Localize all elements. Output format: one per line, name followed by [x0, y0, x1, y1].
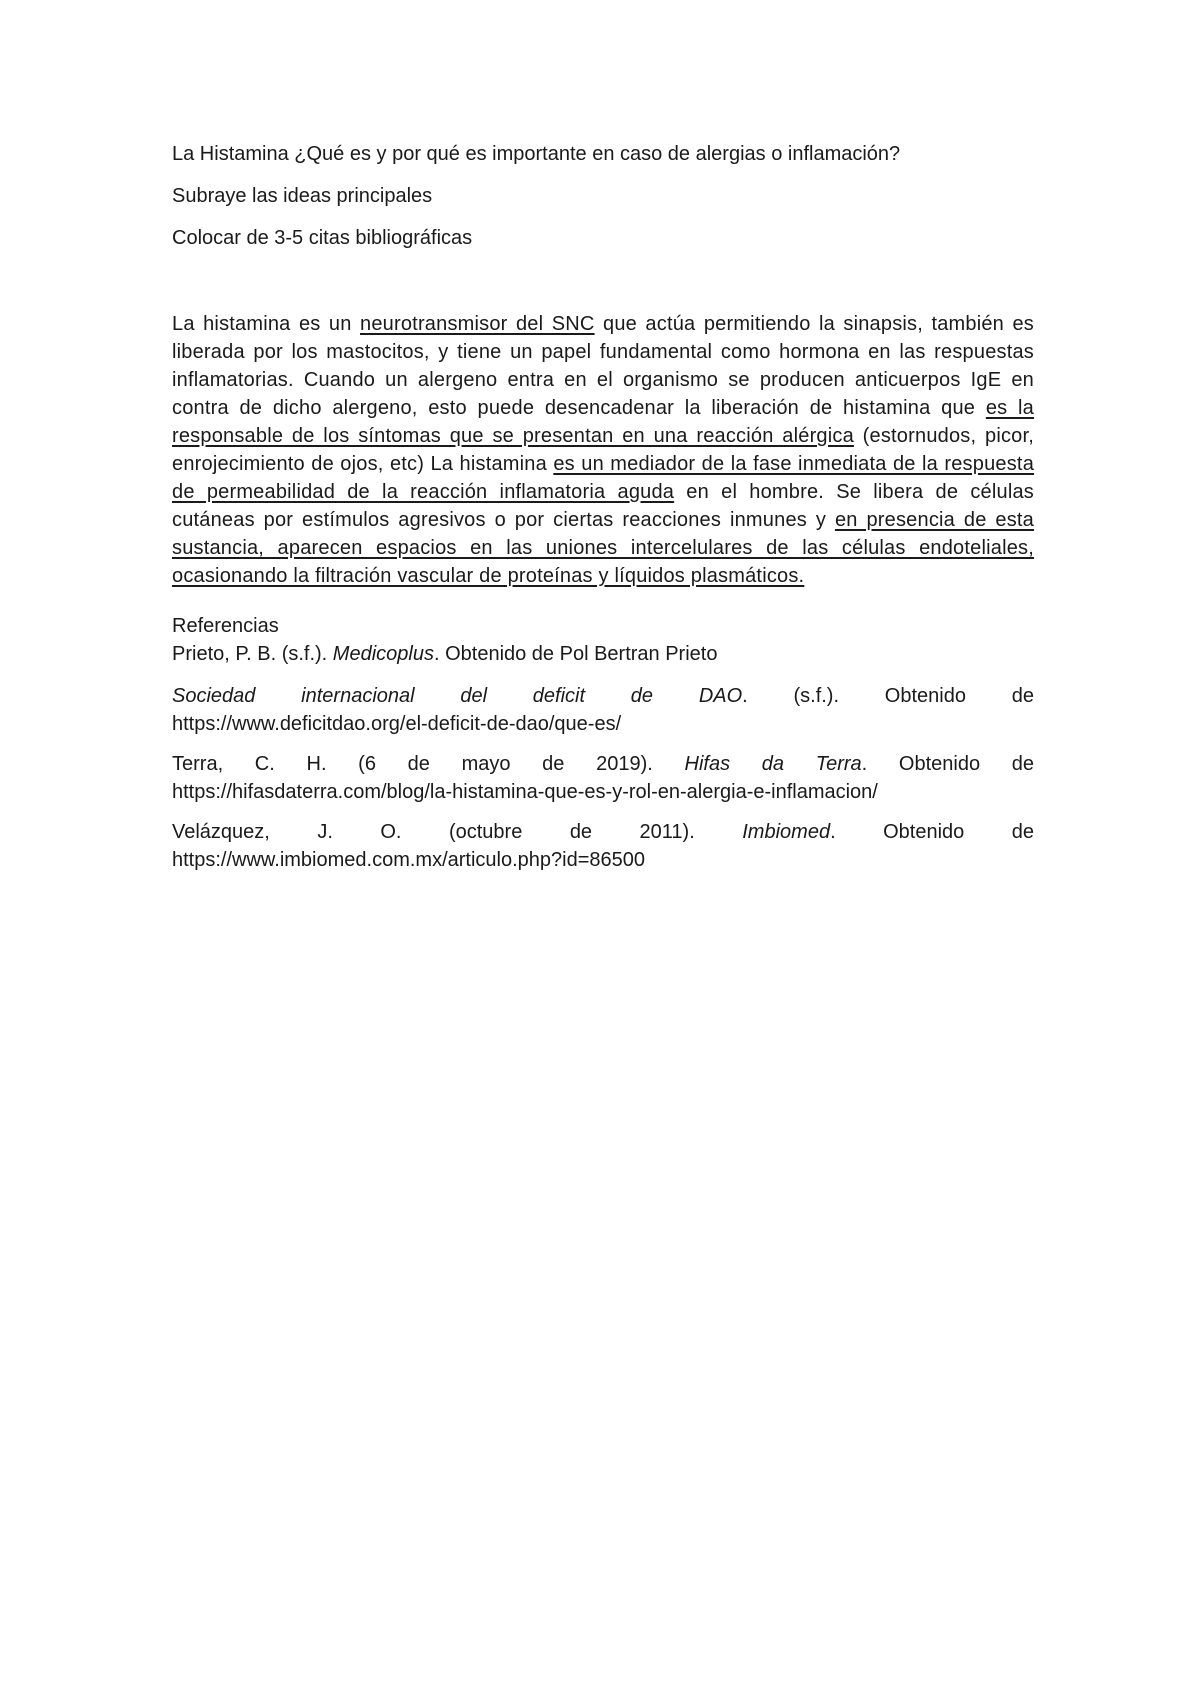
- reference-text: Velázquez, J. O. (octubre de 2011).: [172, 821, 743, 843]
- reference-line: [172, 818, 1034, 846]
- reference-text: . Obtenido de: [861, 753, 1035, 775]
- paragraph-text: en el hombre. Se libera de células cutáneas por estímulos agresivos o por ciertas reacciones inmunes y: [172, 481, 1034, 531]
- reference-source: Medicoplus: [332, 643, 434, 665]
- reference-text: . (s.f.). Obtenido de: [742, 685, 1034, 707]
- reference-item: [172, 818, 1034, 874]
- paragraph-text: (estornudos, picor, enrojecimiento de ojos, etc) La histamina: [172, 425, 1034, 475]
- references-heading: Referencias: [172, 615, 279, 637]
- underlined-idea: es la responsable de los síntomas que se presentan en una reacción alérgica: [172, 397, 1035, 447]
- reference-text: Prieto, P. B. (s.f.).: [172, 643, 333, 665]
- reference-text: . Obtenido de Pol Bertran Prieto: [433, 643, 718, 665]
- reference-line: [172, 682, 1034, 710]
- reference-line: [172, 750, 1035, 778]
- reference-url: https://www.imbiomed.com.mx/articulo.php?id=86500: [172, 849, 646, 871]
- instruction-underline: Subraye las ideas principales: [172, 185, 433, 207]
- reference-text: . Obtenido de: [830, 821, 1034, 843]
- reference-url: https://hifasdaterra.com/blog/la-histamina-que-es-y-rol-en-alergia-e-inflamacion/: [172, 781, 878, 803]
- document-content: [172, 140, 1034, 886]
- reference-source: Imbiomed: [742, 821, 831, 843]
- underlined-idea: neurotransmisor del SNC: [360, 313, 595, 335]
- reference-item: [172, 682, 1034, 738]
- paragraph-text: que actúa permitiendo la sinapsis, también es liberada por los mastocitos, y tiene un papel fundamental como hormona en las respuestas inflamatorias. Cuando un alergeno entra en el organismo se producen anticuerpos IgE en contra de dicho alergeno, esto puede desencadenar la liberación de histamina que: [172, 313, 1034, 419]
- reference-text: Terra, C. H. (6 de mayo de 2019).: [172, 753, 685, 775]
- document-title: La Histamina ¿Qué es y por qué es importante en caso de alergias o inflamación?: [172, 143, 901, 165]
- underlined-idea: es un mediador de la fase inmediata de la respuesta de permeabilidad de la reacción inflamatoria aguda: [172, 453, 1035, 503]
- reference-item: [172, 640, 1034, 668]
- reference-item: [172, 750, 1034, 806]
- reference-source: Hifas da Terra: [684, 753, 862, 775]
- instruction-citations: Colocar de 3-5 citas bibliográficas: [172, 227, 473, 249]
- main-paragraph: [172, 310, 1034, 590]
- underlined-idea: en presencia de esta sustancia, aparecen espacios en las uniones intercelulares de las células endoteliales, ocasionando la filtración vascular de proteínas y líquidos plasmáticos.: [172, 509, 1034, 587]
- paragraph-text: La histamina es un: [172, 313, 361, 335]
- reference-source: Sociedad internacional del deficit de DAO: [172, 685, 743, 707]
- reference-url: https://www.deficitdao.org/el-deficit-de-dao/que-es/: [172, 713, 622, 735]
